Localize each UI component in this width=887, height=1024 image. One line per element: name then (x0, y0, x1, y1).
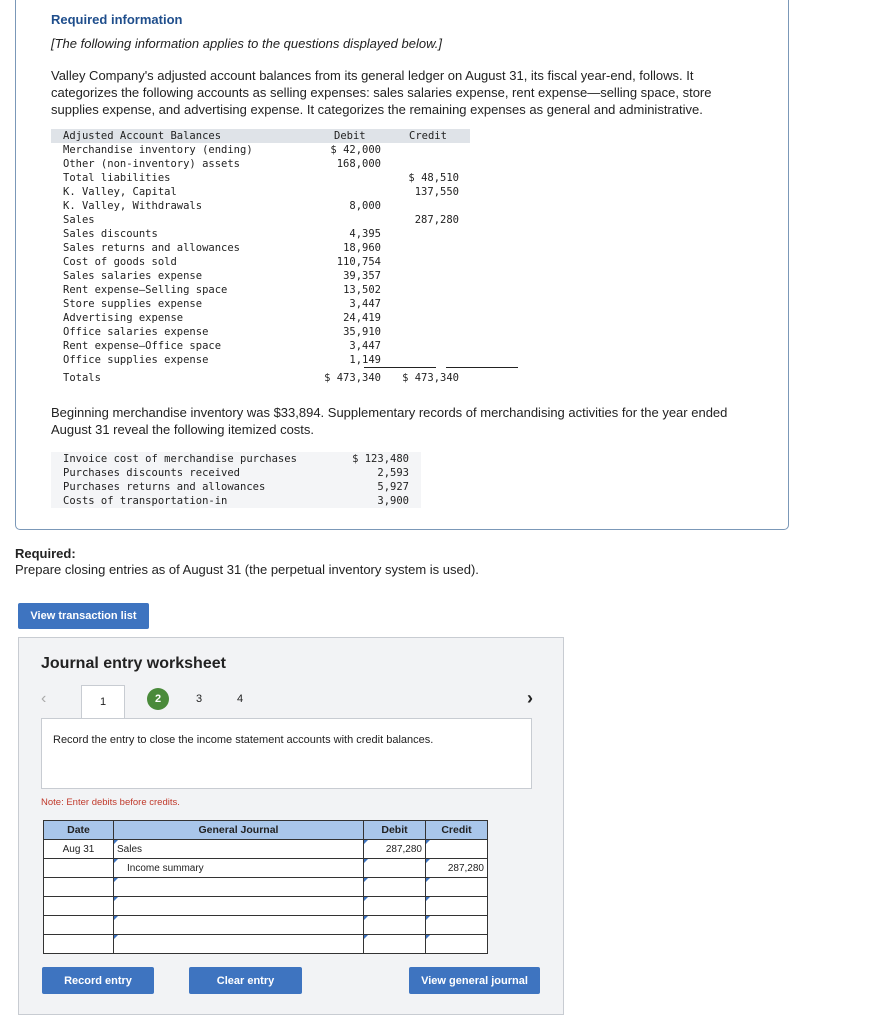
date-cell[interactable]: Aug 31 (44, 840, 114, 859)
balance-debit: $ 42,000 (330, 144, 381, 156)
balance-account: Sales discounts (63, 228, 158, 240)
totals-credit: $ 473,340 (402, 372, 459, 384)
balance-account: Rent expense—Selling space (63, 284, 228, 296)
purchases-row (51, 480, 421, 494)
next-arrow-icon[interactable]: › (527, 688, 533, 708)
required-label: Required: (15, 546, 76, 561)
balance-row (51, 255, 471, 269)
credit-cell[interactable]: 287,280 (426, 859, 488, 878)
journal-row (44, 916, 488, 935)
balance-debit: 18,960 (343, 242, 381, 254)
step-1-tab[interactable]: 1 (81, 685, 125, 719)
instruction-box (41, 718, 532, 789)
purchases-amount: 2,593 (377, 467, 409, 479)
balance-debit: 8,000 (349, 200, 381, 212)
debit-cell[interactable] (364, 916, 426, 935)
date-cell[interactable] (44, 878, 114, 897)
header-debit: Debit (334, 130, 366, 142)
purchases-table (51, 452, 421, 508)
account-cell[interactable] (114, 916, 364, 935)
balance-credit: 137,550 (414, 186, 459, 198)
intro-line: categorizes the following accounts as selling expenses: sales salaries expense, rent expense—selling space, store (51, 85, 712, 100)
previous-arrow-icon[interactable]: ‹ (41, 690, 47, 707)
balance-debit: 24,419 (343, 312, 381, 324)
journal-header-row (44, 821, 488, 840)
balance-row (51, 339, 471, 353)
balance-row (51, 157, 471, 171)
purchases-label: Purchases discounts received (63, 467, 241, 479)
general-journal-column-header: General Journal (114, 821, 364, 840)
balance-account: Merchandise inventory (ending) (63, 144, 253, 156)
required-information-heading: Required information (51, 12, 183, 27)
table-header-row (51, 129, 471, 143)
record-entry-button[interactable]: Record entry (42, 967, 154, 994)
purchases-amount: $ 123,480 (352, 453, 409, 465)
balance-account: Cost of goods sold (63, 256, 177, 268)
purchases-label: Purchases returns and allowances (63, 481, 266, 493)
debit-cell[interactable]: 287,280 (364, 840, 426, 859)
account-cell[interactable]: Sales (114, 840, 364, 859)
totals-label: Totals (63, 372, 101, 384)
balance-row (51, 297, 471, 311)
clear-entry-button[interactable]: Clear entry (189, 967, 302, 994)
journal-row (44, 878, 488, 897)
journal-entry-worksheet (18, 637, 564, 1015)
balance-account: Advertising expense (63, 312, 184, 324)
debits-note: Note: Enter debits before credits. (41, 797, 180, 808)
applies-note: [The following information applies to the questions displayed below.] (51, 36, 442, 51)
credit-cell[interactable] (426, 916, 488, 935)
intro-line: Valley Company's adjusted account balances from its general ledger on August 31, its fiscal year-end, follows. It (51, 68, 694, 83)
balance-account: Sales (63, 214, 95, 226)
balance-account: K. Valley, Capital (63, 186, 177, 198)
credit-cell[interactable] (426, 840, 488, 859)
credit-column-header: Credit (426, 821, 488, 840)
credit-cell[interactable] (426, 897, 488, 916)
balance-account: Office supplies expense (63, 354, 209, 366)
purchases-row (51, 466, 421, 480)
balance-debit: 35,910 (343, 326, 381, 338)
balance-account: K. Valley, Withdrawals (63, 200, 203, 212)
balance-row (51, 143, 471, 157)
balance-account: Sales returns and allowances (63, 242, 241, 254)
header-account: Adjusted Account Balances (63, 130, 222, 142)
debit-cell[interactable] (364, 859, 426, 878)
balance-row (51, 241, 471, 255)
balance-row (51, 283, 471, 297)
balance-debit: 1,149 (349, 354, 381, 366)
date-column-header: Date (44, 821, 114, 840)
debit-cell[interactable] (364, 878, 426, 897)
intro-paragraph (51, 67, 741, 118)
balance-row (51, 185, 471, 199)
account-cell[interactable] (114, 897, 364, 916)
journal-row (44, 840, 488, 859)
purchases-amount: 3,900 (377, 495, 409, 507)
credit-cell[interactable] (426, 878, 488, 897)
balance-debit: 110,754 (336, 256, 381, 268)
debit-cell[interactable] (364, 935, 426, 954)
purchases-row (51, 452, 421, 466)
balance-account: Sales salaries expense (63, 270, 203, 282)
journal-row (44, 935, 488, 954)
header-credit: Credit (409, 130, 447, 142)
balance-account: Total liabilities (63, 172, 171, 184)
balance-debit: 39,357 (343, 270, 381, 282)
balance-debit: 4,395 (349, 228, 381, 240)
account-cell[interactable]: Income summary (114, 859, 364, 878)
balance-account: Office salaries expense (63, 326, 209, 338)
required-text: Prepare closing entries as of August 31 (the perpetual inventory system is used). (15, 562, 479, 577)
balance-row (51, 269, 471, 283)
view-general-journal-button[interactable]: View general journal (409, 967, 540, 994)
balance-credit: $ 48,510 (408, 172, 459, 184)
date-cell[interactable] (44, 935, 114, 954)
debit-cell[interactable] (364, 897, 426, 916)
step-4-tab[interactable]: 4 (236, 693, 244, 705)
balance-debit: 3,447 (349, 340, 381, 352)
journal-row (44, 897, 488, 916)
debit-column-header: Debit (364, 821, 426, 840)
account-cell[interactable] (114, 878, 364, 897)
credit-cell[interactable] (426, 935, 488, 954)
balance-row (51, 199, 471, 213)
account-cell[interactable] (114, 935, 364, 954)
balance-credit: 287,280 (414, 214, 459, 226)
purchases-label: Costs of transportation-in (63, 495, 228, 507)
purchases-amount: 5,927 (377, 481, 409, 493)
journal-table (43, 820, 488, 954)
journal-row (44, 859, 488, 878)
totals-row (51, 371, 471, 385)
balance-debit: 3,447 (349, 298, 381, 310)
instruction-text: Record the entry to close the income statement accounts with credit balances. (53, 734, 434, 746)
balance-row (51, 325, 471, 339)
balance-account: Store supplies expense (63, 298, 203, 310)
date-cell[interactable] (44, 897, 114, 916)
balance-row (51, 213, 471, 227)
worksheet-title: Journal entry worksheet (41, 655, 226, 672)
supplementary-paragraph (51, 404, 751, 438)
view-transaction-list-button[interactable]: View transaction list (18, 603, 149, 629)
balance-debit: 13,502 (343, 284, 381, 296)
date-cell[interactable] (44, 916, 114, 935)
step-2-tab[interactable]: 2 (147, 688, 169, 710)
balance-row (51, 171, 471, 185)
totals-debit: $ 473,340 (324, 372, 381, 384)
balance-debit: 168,000 (336, 158, 381, 170)
intro-line: supplies expense, and advertising expense. It categorizes the remaining expenses as general and administrative. (51, 102, 703, 117)
debit-total-rule (364, 367, 436, 368)
supplementary-line: August 31 reveal the following itemized costs. (51, 422, 315, 437)
purchases-row (51, 494, 421, 508)
purchases-label: Invoice cost of merchandise purchases (63, 453, 297, 465)
balance-row (51, 353, 471, 367)
balance-row (51, 311, 471, 325)
balance-row (51, 227, 471, 241)
balance-account: Rent expense—Office space (63, 340, 222, 352)
credit-total-rule (446, 367, 518, 368)
step-3-tab[interactable]: 3 (195, 693, 203, 705)
supplementary-line: Beginning merchandise inventory was $33,894. Supplementary records of merchandising activities for the year ended (51, 405, 728, 420)
balance-account: Other (non-inventory) assets (63, 158, 241, 170)
date-cell[interactable] (44, 859, 114, 878)
